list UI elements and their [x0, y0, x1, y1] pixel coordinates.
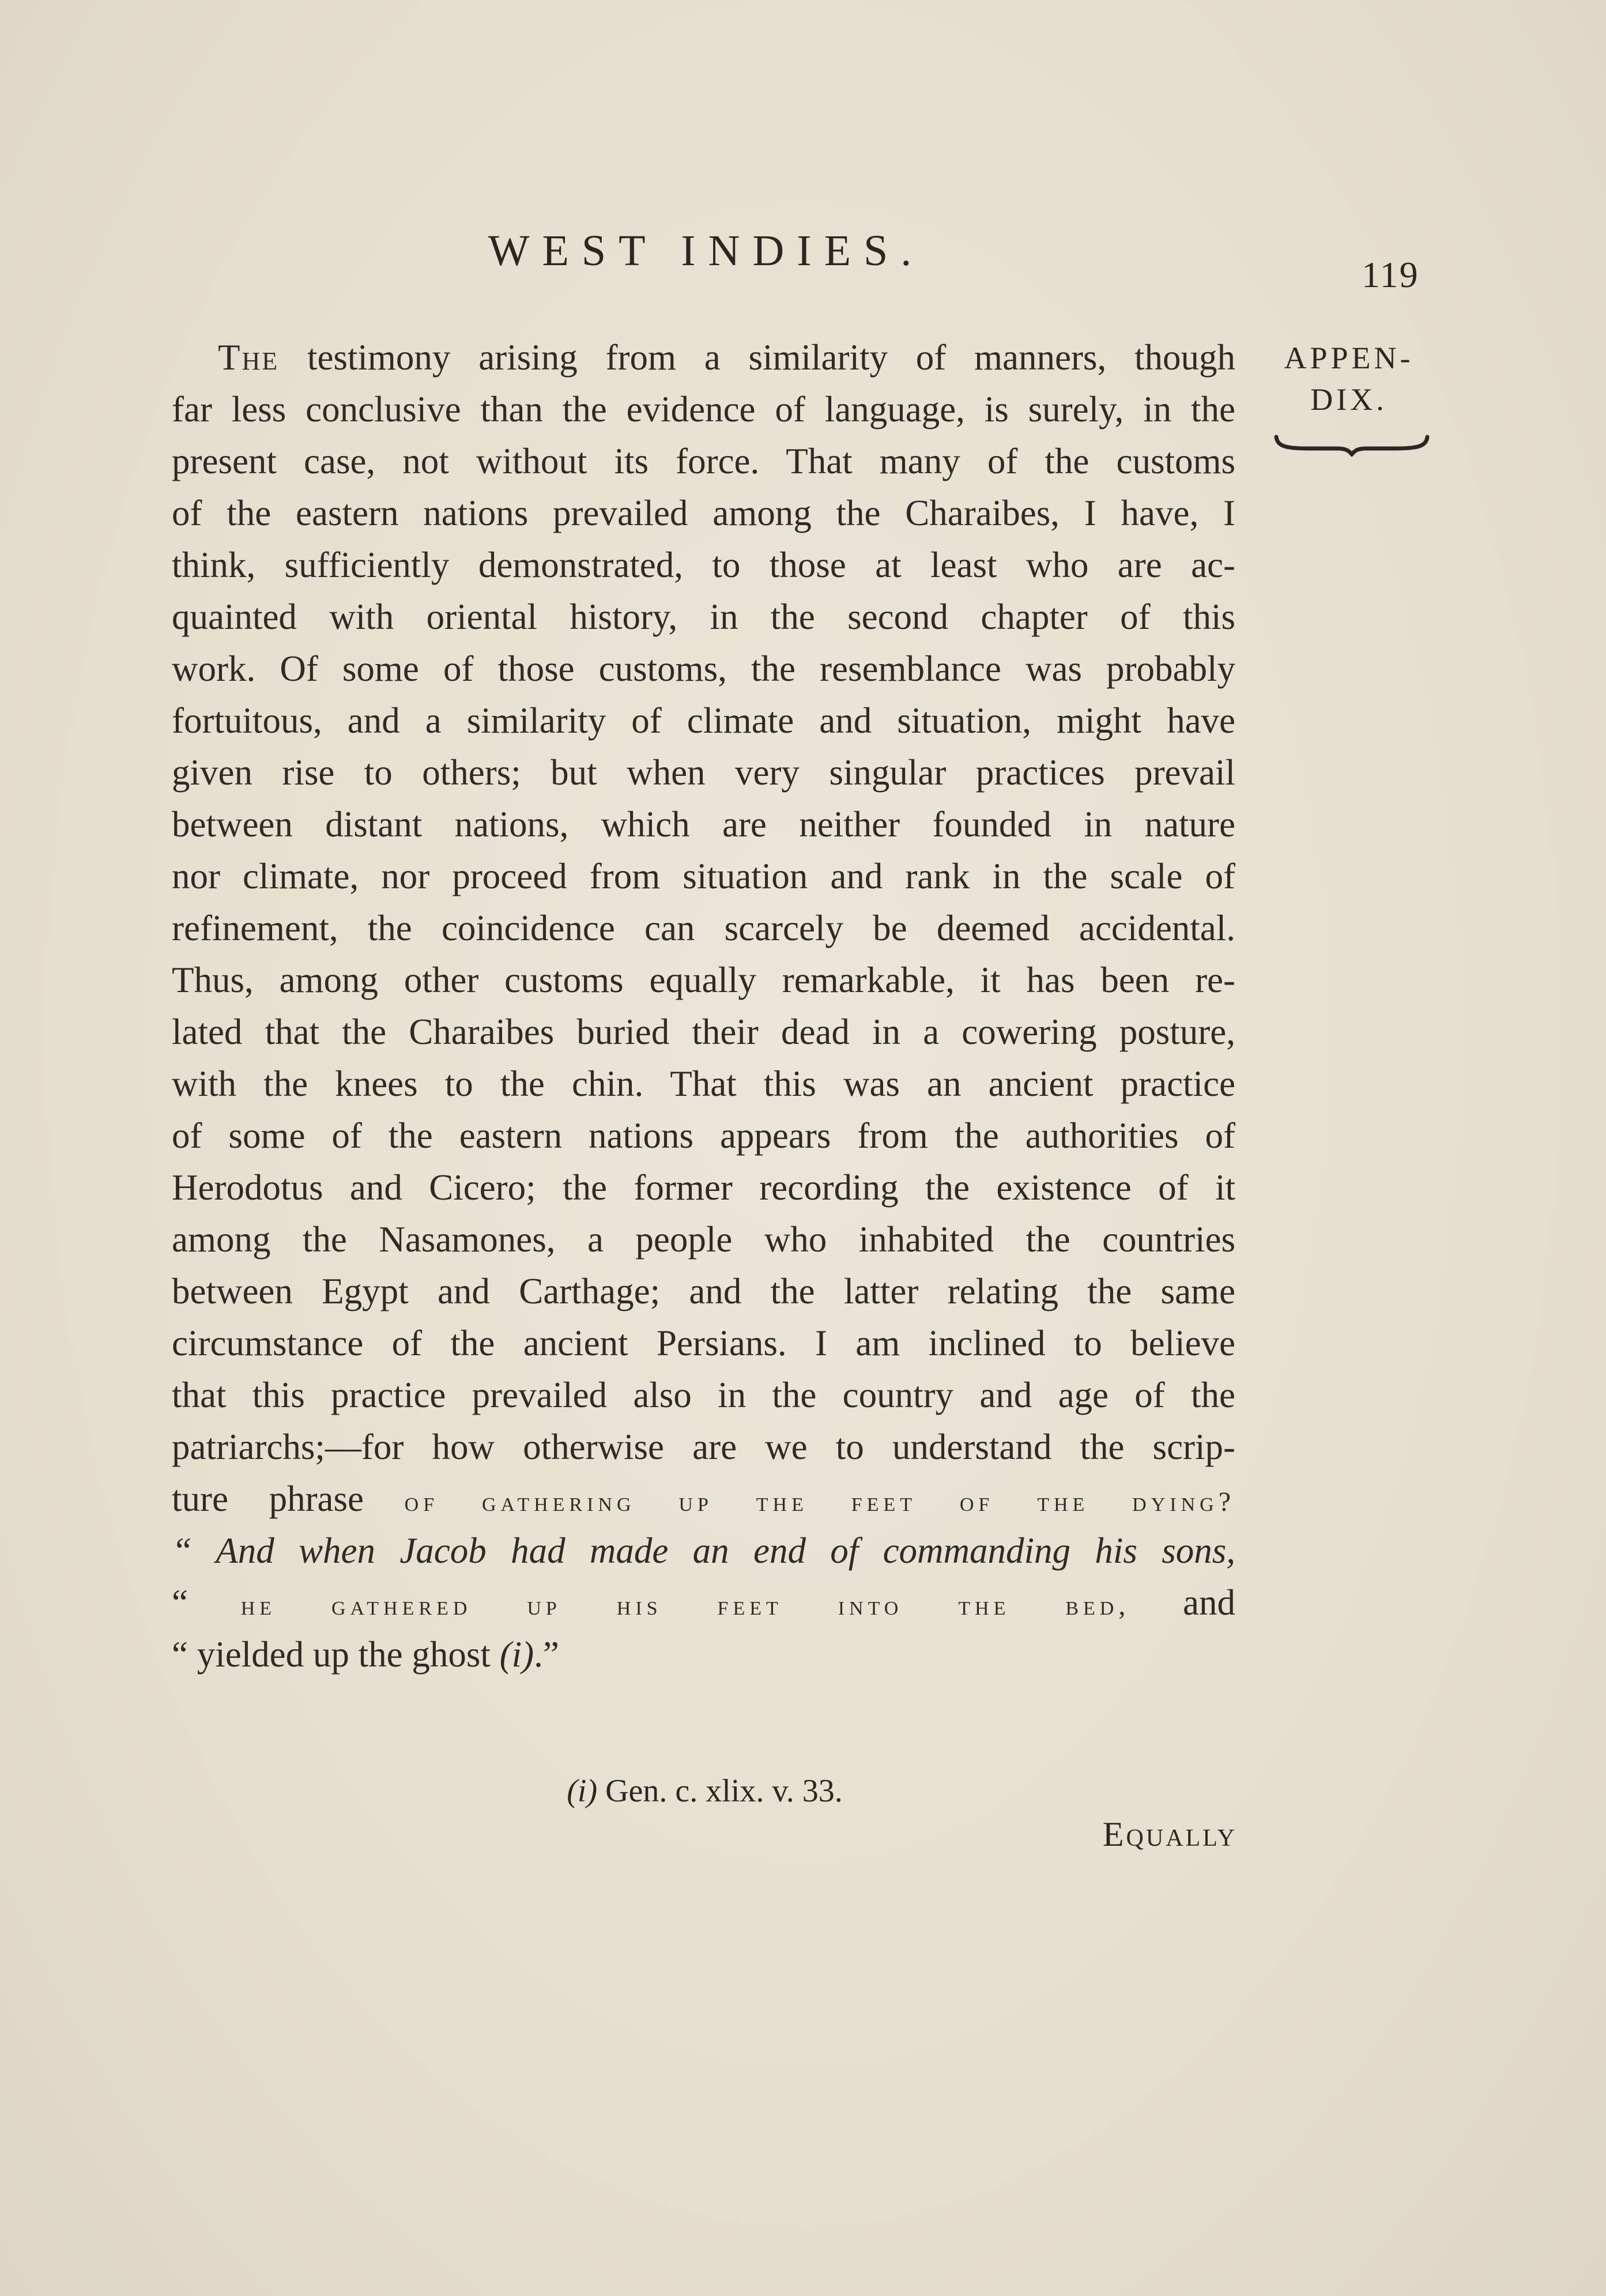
text-line-14: lated that the Charaibes buried their dead in a cowering posture,	[172, 1012, 1235, 1052]
text-line-6: quainted with oriental history, in the second chapter of this	[172, 597, 1235, 637]
text-line-17: Herodotus and Cicero; the former recording the existence of it	[172, 1167, 1235, 1208]
footnote-reference: (i)	[499, 1634, 534, 1675]
text-line-13: Thus, among other customs equally remarkable, it has been re-	[172, 960, 1235, 1000]
text-line-26: “ yielded up the ghost (i).”	[172, 1634, 559, 1675]
footnote-marker: (i)	[567, 1773, 598, 1809]
catchword: Equally	[1102, 1815, 1237, 1853]
margin-note-line-1: APPEN-	[1284, 341, 1414, 375]
text-line-12: refinement, the coincidence can scarcely be deemed accidental.	[172, 908, 1235, 948]
text-line-1: The testimony arising from a similarity of manners, though	[218, 337, 1235, 378]
text-line-21: that this practice prevailed also in the country and age of the	[172, 1375, 1235, 1415]
footnote	[173, 1773, 1236, 1809]
text-line-19: between Egypt and Carthage; and the latter relating the same	[172, 1271, 1235, 1311]
text-line-11: nor climate, nor proceed from situation and rank in the scale of	[172, 856, 1235, 896]
text-line-16: of some of the eastern nations appears from the authorities of	[172, 1115, 1235, 1156]
margin-note	[1254, 337, 1444, 420]
running-head: WEST INDIES.	[488, 227, 925, 275]
text-line-20: circumstance of the ancient Persians. I am inclined to believe	[172, 1323, 1235, 1363]
text-line-4: of the eastern nations prevailed among the Charaibes, I have, I	[172, 493, 1235, 533]
text-line-22: patriarchs;—for how otherwise are we to understand the scrip-	[172, 1427, 1235, 1467]
text-line-9: given rise to others; but when very singular practices prevail	[172, 752, 1235, 793]
text-line-15: with the knees to the chin. That this was an ancient practice	[172, 1064, 1235, 1104]
text-line-3: present case, not without its force. That many of the customs	[172, 441, 1235, 481]
footnote-text: Gen. c. xlix. v. 33.	[605, 1773, 843, 1809]
lead-word: The	[218, 337, 280, 378]
text-line-5: think, sufficiently demonstrated, to those at least who are ac-	[172, 545, 1235, 585]
text-line-24: “ And when Jacob had made an end of commanding his sons,	[172, 1530, 1235, 1571]
text-line-10: between distant nations, which are neither founded in nature	[172, 804, 1235, 844]
text-line-7: work. Of some of those customs, the resemblance was probably	[172, 649, 1235, 689]
body-text	[172, 331, 1235, 1680]
text-line-25: “ he gathered up his feet into the bed, and	[172, 1582, 1235, 1623]
text-line-8: fortuitous, and a similarity of climate and situation, might have	[172, 700, 1235, 741]
text-line-2: far less conclusive than the evidence of language, is surely, in the	[172, 389, 1235, 429]
brace-ornament-icon	[1274, 433, 1430, 457]
text-line-23: ture phrase of gathering up the feet of the dying?	[172, 1479, 1235, 1519]
page-number: 119	[1362, 254, 1419, 295]
text-line-18: among the Nasamones, a people who inhabited the countries	[172, 1219, 1235, 1260]
margin-note-line-2: DIX.	[1310, 382, 1388, 417]
